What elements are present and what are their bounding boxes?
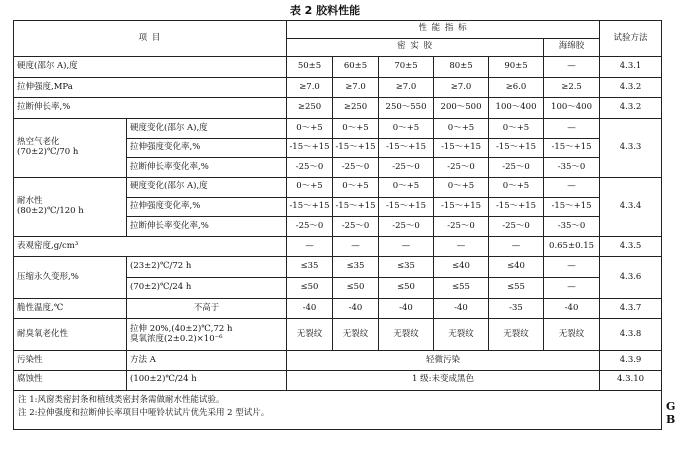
row-pollution xyxy=(14,351,662,371)
cell: 90±5 xyxy=(489,57,544,78)
cell: ≥250 xyxy=(287,98,333,119)
cell: 0～+5 xyxy=(434,177,489,197)
cell: — xyxy=(544,278,600,299)
cell: -15～+15 xyxy=(434,138,489,158)
side-margin-text xyxy=(666,400,678,426)
header-item: 项 目 xyxy=(14,21,287,57)
cell: 0～+5 xyxy=(333,177,379,197)
cell: -25～0 xyxy=(287,217,333,237)
cell: — xyxy=(333,236,379,257)
cell: 无裂纹 xyxy=(489,319,544,351)
row-group-label xyxy=(14,177,127,236)
cell: -15～+15 xyxy=(287,197,333,217)
merged-value-cell: 轻微污染 xyxy=(287,351,600,371)
row-label: 拉断伸长率,% xyxy=(14,98,287,119)
cell: 80±5 xyxy=(434,57,489,78)
cell: ≥7.0 xyxy=(333,77,379,98)
condition-cell: 方法 A xyxy=(127,351,287,371)
row-corrosion xyxy=(14,371,662,391)
cell: 0～+5 xyxy=(287,119,333,139)
notes-row xyxy=(14,390,662,429)
cell: -25～0 xyxy=(489,217,544,237)
method-cell: 4.3.3 xyxy=(600,119,662,178)
cell: ≤40 xyxy=(489,257,544,278)
cell: ≥7.0 xyxy=(434,77,489,98)
row-label: 耐臭氧老化性 xyxy=(14,319,127,351)
cell: 60±5 xyxy=(333,57,379,78)
cell: 0～+5 xyxy=(379,119,434,139)
row-label: 表观密度,g/cm³ xyxy=(14,236,287,257)
cell: -35～0 xyxy=(544,217,600,237)
cell: 无裂纹 xyxy=(287,319,333,351)
cell: -15～+15 xyxy=(434,197,489,217)
cell: 无裂纹 xyxy=(544,319,600,351)
method-cell: 4.3.2 xyxy=(600,77,662,98)
cell: — xyxy=(287,236,333,257)
cell: — xyxy=(544,119,600,139)
table-title: 表 2 胶料性能 xyxy=(289,4,361,17)
cell: -15～+15 xyxy=(489,197,544,217)
condition-cell xyxy=(127,319,287,351)
cell: 100～400 xyxy=(489,98,544,119)
cell: ≤40 xyxy=(434,257,489,278)
row-hotair-hardness xyxy=(14,119,662,139)
cell: -15～+15 xyxy=(333,197,379,217)
method-cell: 4.3.10 xyxy=(600,371,662,391)
condition-cell: (100±2)℃/24 h xyxy=(127,371,287,391)
group-title: 热空气老化 xyxy=(17,137,60,148)
sub-label: 拉伸强度变化率,% xyxy=(127,197,287,217)
group-condition: (70±2)℃/70 h xyxy=(17,147,79,157)
header-sponge-rubber: 海绵胶 xyxy=(544,38,600,57)
row-density xyxy=(14,236,662,257)
cell: ≤35 xyxy=(287,257,333,278)
note-2: 注 2:拉伸强度和拉断伸长率项目中哑铃状试片优先采用 2 型试片。 xyxy=(18,408,270,419)
cell: 0～+5 xyxy=(489,119,544,139)
ozone-condition-1: 拉伸 20%,(40±2)℃,72 h xyxy=(130,324,233,335)
cell: ≤50 xyxy=(379,278,434,299)
merged-value-cell: 1 级:未变成黑色 xyxy=(287,371,600,391)
header-method: 试验方法 xyxy=(600,21,662,57)
row-tensile xyxy=(14,77,662,98)
header-performance: 性 能 指 标 xyxy=(287,21,600,39)
cell: 200～500 xyxy=(434,98,489,119)
group-condition: (80±2)℃/120 h xyxy=(17,205,84,216)
cell: -15～+15 xyxy=(379,138,434,158)
group-title: 耐水性 xyxy=(17,196,43,207)
method-cell: 4.3.6 xyxy=(600,257,662,298)
cell: ≥6.0 xyxy=(489,77,544,98)
row-hardness xyxy=(14,57,662,78)
cell: — xyxy=(379,236,434,257)
row-label: 硬度(邵尔 A),度 xyxy=(14,57,287,78)
cell: -25～0 xyxy=(434,158,489,178)
header-dense-rubber: 密 实 胶 xyxy=(287,38,544,57)
cell: 无裂纹 xyxy=(434,319,489,351)
row-group-label: 压缩永久变形,% xyxy=(14,257,127,298)
row-elongation xyxy=(14,98,662,119)
row-water-hardness xyxy=(14,177,662,197)
cell: -15～+15 xyxy=(544,138,600,158)
cell: 0.65±0.15 xyxy=(544,236,600,257)
cell: ≤35 xyxy=(379,257,434,278)
cell: -15～+15 xyxy=(333,138,379,158)
cell: -25～0 xyxy=(333,217,379,237)
cell: — xyxy=(544,177,600,197)
sub-label: 拉伸强度变化率,% xyxy=(127,138,287,158)
side-char: B xyxy=(666,413,676,426)
cell: -40 xyxy=(287,298,333,319)
method-cell: 4.3.2 xyxy=(600,98,662,119)
cell: 0～+5 xyxy=(333,119,379,139)
method-cell: 4.3.4 xyxy=(600,177,662,236)
cell: -25～0 xyxy=(434,217,489,237)
cell: -25～0 xyxy=(379,158,434,178)
cell: ≤55 xyxy=(434,278,489,299)
cell: 0～+5 xyxy=(379,177,434,197)
ozone-condition-2: 臭氧浓度(2±0.2)×10⁻⁶ xyxy=(130,333,223,344)
note-1: 注 1:风窗类密封条和植绒类密封条需做耐水性能试验。 xyxy=(18,394,225,405)
cell: — xyxy=(544,257,600,278)
cell: 50±5 xyxy=(287,57,333,78)
cell: -35 xyxy=(489,298,544,319)
rubber-properties-table xyxy=(13,20,662,430)
row-brittleness xyxy=(14,298,662,319)
method-cell: 4.3.1 xyxy=(600,57,662,78)
cell: ≤35 xyxy=(333,257,379,278)
cell: -25～0 xyxy=(333,158,379,178)
sub-label: (23±2)℃/72 h xyxy=(127,257,287,278)
row-compression-23 xyxy=(14,257,662,278)
notes-cell xyxy=(14,390,662,429)
cell: 70±5 xyxy=(379,57,434,78)
row-label: 脆性温度,℃ xyxy=(14,298,127,319)
row-label: 污染性 xyxy=(14,351,127,371)
cell: 0～+5 xyxy=(434,119,489,139)
cell: ≤55 xyxy=(489,278,544,299)
cell: ≤50 xyxy=(333,278,379,299)
method-cell: 4.3.7 xyxy=(600,298,662,319)
cell: -15～+15 xyxy=(544,197,600,217)
cell: ≥2.5 xyxy=(544,77,600,98)
cell: ≥250 xyxy=(333,98,379,119)
cell: -15～+15 xyxy=(287,138,333,158)
sub-label: (70±2)℃/24 h xyxy=(127,278,287,299)
cell: — xyxy=(544,57,600,78)
cell: — xyxy=(489,236,544,257)
row-label: 拉伸强度,MPa xyxy=(14,77,287,98)
side-char: G xyxy=(666,400,676,413)
cell: ≤50 xyxy=(287,278,333,299)
cell: -25～0 xyxy=(287,158,333,178)
cell: ≥7.0 xyxy=(287,77,333,98)
sub-label: 拉断伸长率变化率,% xyxy=(127,217,287,237)
method-cell: 4.3.9 xyxy=(600,351,662,371)
cell: -35～0 xyxy=(544,158,600,178)
cell: -40 xyxy=(333,298,379,319)
row-ozone xyxy=(14,319,662,351)
cell: -15～+15 xyxy=(489,138,544,158)
cell: 100～400 xyxy=(544,98,600,119)
cell: 无裂纹 xyxy=(333,319,379,351)
condition-cell: 不高于 xyxy=(127,298,287,319)
cell: 0～+5 xyxy=(287,177,333,197)
cell: -15～+15 xyxy=(379,197,434,217)
cell: 无裂纹 xyxy=(379,319,434,351)
method-cell: 4.3.8 xyxy=(600,319,662,351)
cell: — xyxy=(434,236,489,257)
sub-label: 硬度变化(邵尔 A),度 xyxy=(127,177,287,197)
sub-label: 拉断伸长率变化率,% xyxy=(127,158,287,178)
cell: -25～0 xyxy=(379,217,434,237)
cell: -25～0 xyxy=(489,158,544,178)
row-label: 腐蚀性 xyxy=(14,371,127,391)
cell: -40 xyxy=(544,298,600,319)
sub-label: 硬度变化(邵尔 A),度 xyxy=(127,119,287,139)
cell: 250～550 xyxy=(379,98,434,119)
method-cell: 4.3.5 xyxy=(600,236,662,257)
cell: 0～+5 xyxy=(489,177,544,197)
cell: ≥7.0 xyxy=(379,77,434,98)
row-group-label xyxy=(14,119,127,178)
cell: -40 xyxy=(379,298,434,319)
cell: -40 xyxy=(434,298,489,319)
